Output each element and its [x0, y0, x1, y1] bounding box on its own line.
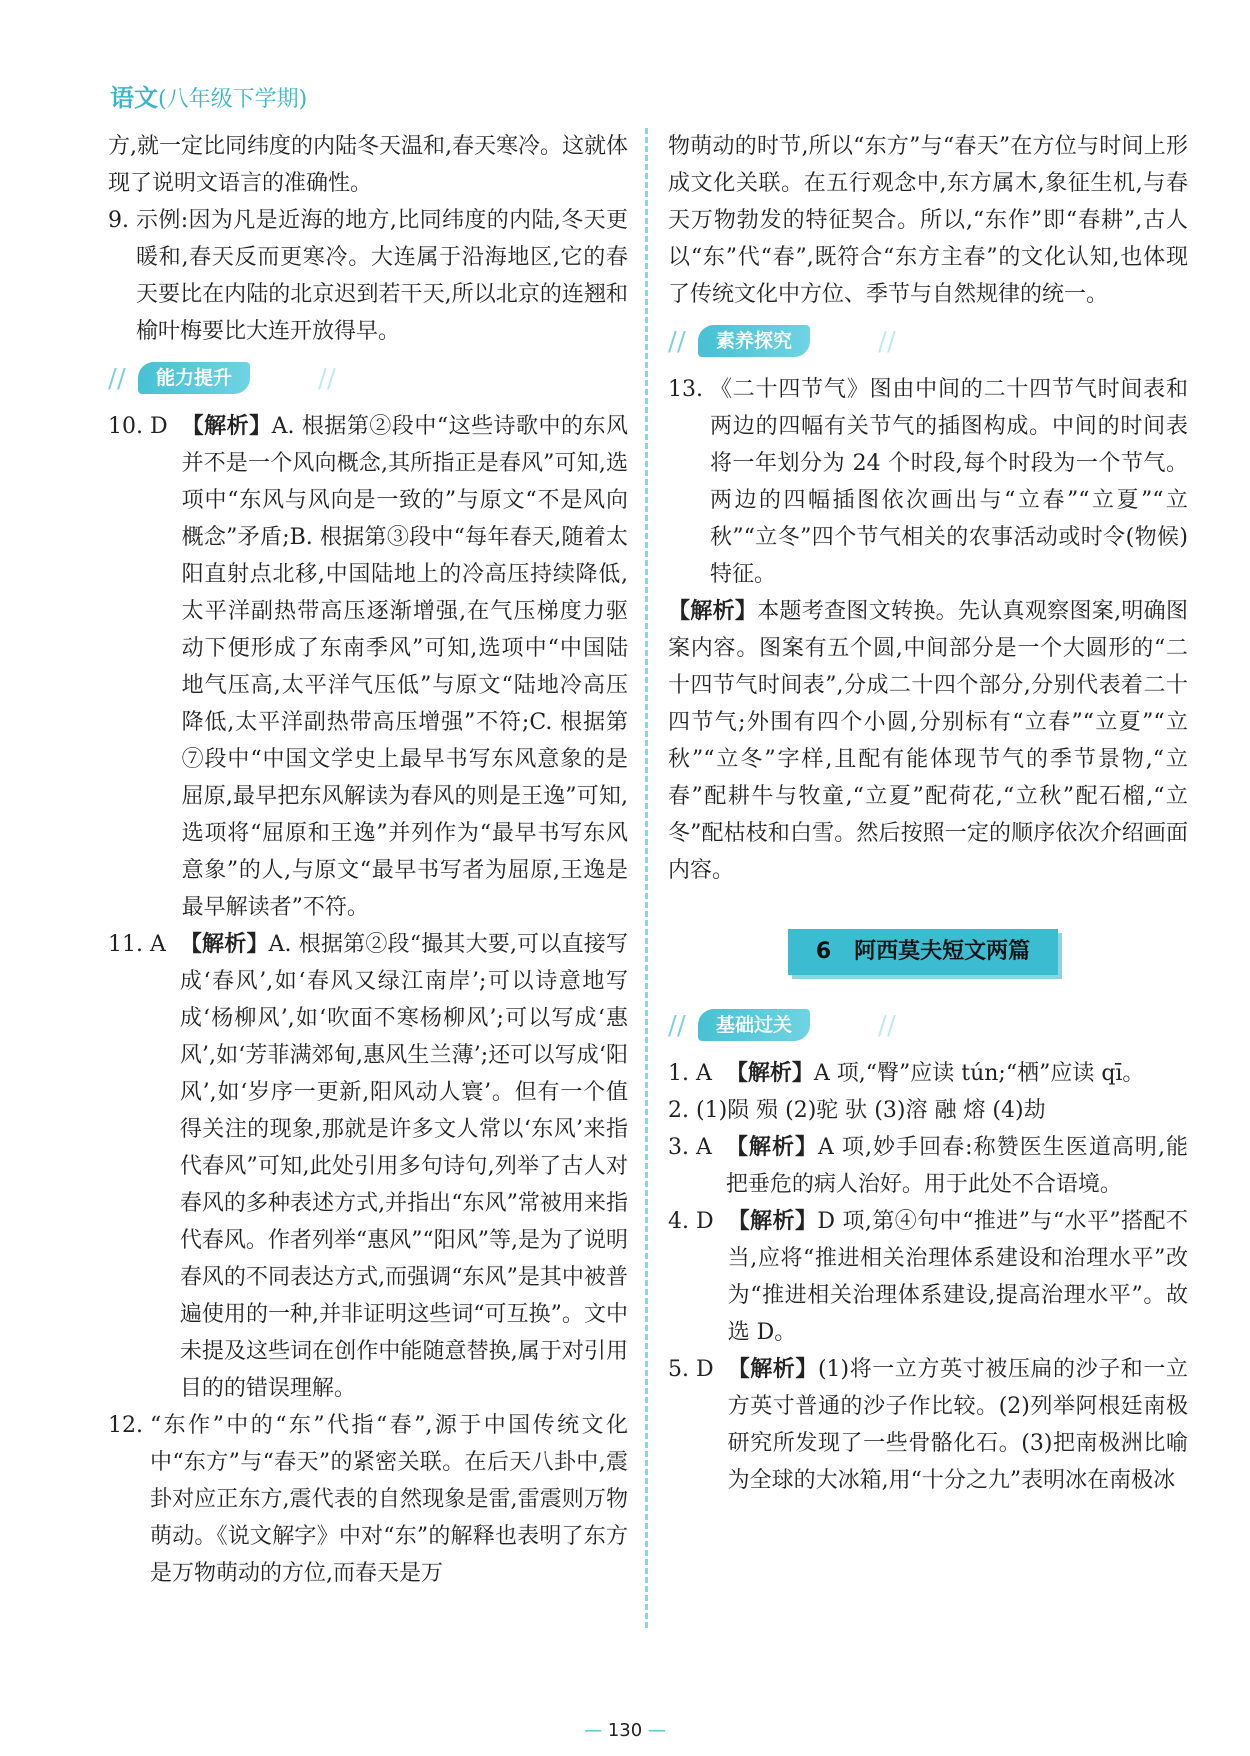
answer-number: 1. A: [668, 1061, 726, 1086]
section-heading-literacy: / / 素养探究 / /: [668, 327, 892, 357]
answer-1: [668, 1055, 1188, 1092]
answer-text: 《二十四节气》图由中间的二十四节气时间表和两边的四幅有关节气的插图构成。中间的时间表将一年划分为 24 个时段,每个时段为一个节气。两边的四幅插图依次画出与“立春”“立夏”“立秋”“立冬”四个节气相关的农事活动或时令(物候)特征。: [709, 377, 1188, 587]
answer-number: 4. D: [668, 1209, 728, 1234]
left-column: [108, 128, 628, 1592]
answer-number: 5. D: [668, 1357, 728, 1382]
analysis-tag: 【解析】: [668, 598, 758, 624]
section-label: 素养探究: [698, 325, 810, 357]
page-footer: — 130 —: [584, 1720, 666, 1741]
left-continuation: 方,就一定比同纬度的内陆冬天温和,春天寒冷。这就体现了说明文语言的准确性。: [108, 134, 628, 196]
answer-number: 10. D: [108, 414, 182, 439]
answer-11: [108, 926, 628, 1407]
section-heading-ability: / / 能力提升 / /: [108, 364, 332, 394]
answer-number: 13.: [668, 377, 710, 402]
analysis-tag: 【解析】: [727, 1356, 818, 1382]
section-heading-basics: / / 基础过关 / /: [668, 1011, 892, 1041]
analysis-13: [668, 593, 1188, 889]
answer-number: 11. A: [108, 932, 180, 957]
answer-2: [668, 1092, 1188, 1129]
answer-9: [108, 202, 628, 350]
answer-number: 12.: [108, 1413, 150, 1438]
answer-5: [668, 1351, 1188, 1499]
analysis-text: 本题考查图文转换。先认真观察图案,明确图案内容。图案有五个圆,中间部分是一个大圆形的“二十四节气时间表”,分成二十四个部分,分别代表着二十四节气;外围有四个小圆,分别标有“立春”“立夏”“立秋”“立冬”字样,且配有能体现节气的季节景物,“立春”配耕牛与牧童,“立夏”配荷花,“立秋”配石榴,“立冬”配枯枝和白雪。然后按照一定的顺序依次介绍画面内容。: [668, 599, 1188, 883]
answer-number: 3. A: [668, 1135, 726, 1160]
analysis-tag: 【解析】: [727, 1208, 818, 1234]
answer-text: 示例:因为凡是近海的地方,比同纬度的内陆,冬天更暖和,春天反而更寒冷。大连属于沿海地区,它的春天要比在内陆的北京迟到若干天,所以北京的连翘和榆叶梅要比大连开放得早。: [135, 208, 628, 344]
column-divider: [645, 128, 648, 1628]
page-number: 130: [607, 1720, 643, 1741]
analysis-tag: 【解析】: [181, 413, 272, 439]
answer-text: A. 根据第②段“撮其大要,可以直接写成‘春风’,如‘春风又绿江南岸’;可以诗意地写成‘杨柳风’,如‘吹面不寒杨柳风’;可以写成‘惠风’,如‘芳菲满郊甸,惠风生兰薄’;还可以写成‘阳风’,如‘岁序一更新,阳风动人寰’。但有一个值得关注的现象,那就是许多文人常以‘东风’来指代春风”可知,此处引用多句诗句,列举了古人对春风的多种表述方式,并指出“东风”常被用来指代春风。作者列举“惠风”“阳风”等,是为了说明春风的不同表达方式,而强调“东风”是其中被普遍使用的一种,并非证明这些词“可互换”。文中未提及这些词在创作中能随意替换,属于对引用目的的错误理解。: [179, 932, 628, 1401]
answer-text: (1)陨 殒 (2)驼 驮 (3)溶 融 熔 (4)劫: [695, 1098, 1046, 1123]
lesson-number: 6: [815, 939, 832, 964]
right-continuation: 物萌动的时节,所以“东方”与“春天”在方位与时间上形成文化关联。在五行观念中,东方属木,象征生机,与春天万物勃发的特征契合。所以,“东作”即“春耕”,古人以“东”代“春”,既符合“东方主春”的文化认知,也体现了传统文化中方位、季节与自然规律的统一。: [668, 134, 1188, 307]
right-column: [668, 128, 1188, 1499]
answer-text: (1)将一立方英寸被压扁的沙子和一立方英寸普通的沙子作比较。(2)列举阿根廷南极研究所发现了一些骨骼化石。(3)把南极洲比喻为全球的大冰箱,用“十分之九”表明冰在南极冰: [727, 1357, 1188, 1493]
section-label: 基础过关: [698, 1009, 810, 1041]
answer-number: 2.: [668, 1098, 696, 1123]
answer-13: [668, 371, 1188, 593]
analysis-tag: 【解析】: [725, 1134, 819, 1160]
answer-10: [108, 408, 628, 926]
answer-text: A. 根据第②段中“这些诗歌中的东风并不是一个风向概念,其所指正是春风”可知,选项中“东风与风向是一致的”与原文“不是风向概念”矛盾;B. 根据第③段中“每年春天,随着太阳直射点北移,中国陆地上的冷高压持续降低,太平洋副热带高压逐渐增强,在气压梯度力驱动下便形成了东南季风”可知,选项中“中国陆地气压高,太平洋气压低”与原文“陆地冷高压降低,太平洋副热带高压增强”不符;C. 根据第⑦段中“中国文学史上最早书写东风意象的是屈原,最早把东风解读为春风的则是王逸”可知,选项将“屈原和王逸”并列作为“最早书写东风意象”的人,与原文“最早书写者为屈原,王逸是最早解读者”不符。: [181, 414, 628, 920]
answer-text: A 项,“臀”应读 tún;“栖”应读 qī。: [813, 1061, 1145, 1086]
answer-3: [668, 1129, 1188, 1203]
answer-4: [668, 1203, 1188, 1351]
lesson-title: [788, 929, 1058, 975]
answer-text: D 项,第④句中“推进”与“水平”搭配不当,应将“推进相关治理体系建设和治理水平”改为“推进相关治理体系建设,提高治理水平”。故选 D。: [727, 1209, 1188, 1345]
lesson-name: 阿西莫夫短文两篇: [854, 939, 1031, 964]
answer-text: “东作”中的“东”代指“春”,源于中国传统文化中“东方”与“春天”的紧密关联。在后天八卦中,震卦对应正东方,震代表的自然现象是雷,雷震则万物萌动。《说文解字》中对“东”的解释也表明了东方是万物萌动的方位,而春天是万: [149, 1413, 628, 1586]
answer-number: 9.: [108, 208, 136, 233]
answer-12: [108, 1407, 628, 1592]
subject-label: 语文: [110, 83, 158, 112]
analysis-tag: 【解析】: [725, 1060, 814, 1086]
grade-label: (八年级下学期): [158, 87, 308, 112]
running-header: [110, 78, 307, 113]
answer-text: A 项,妙手回春:称赞医生医道高明,能把垂危的病人治好。用于此处不合语境。: [725, 1135, 1188, 1197]
analysis-tag: 【解析】: [179, 931, 269, 957]
section-label: 能力提升: [138, 362, 250, 394]
